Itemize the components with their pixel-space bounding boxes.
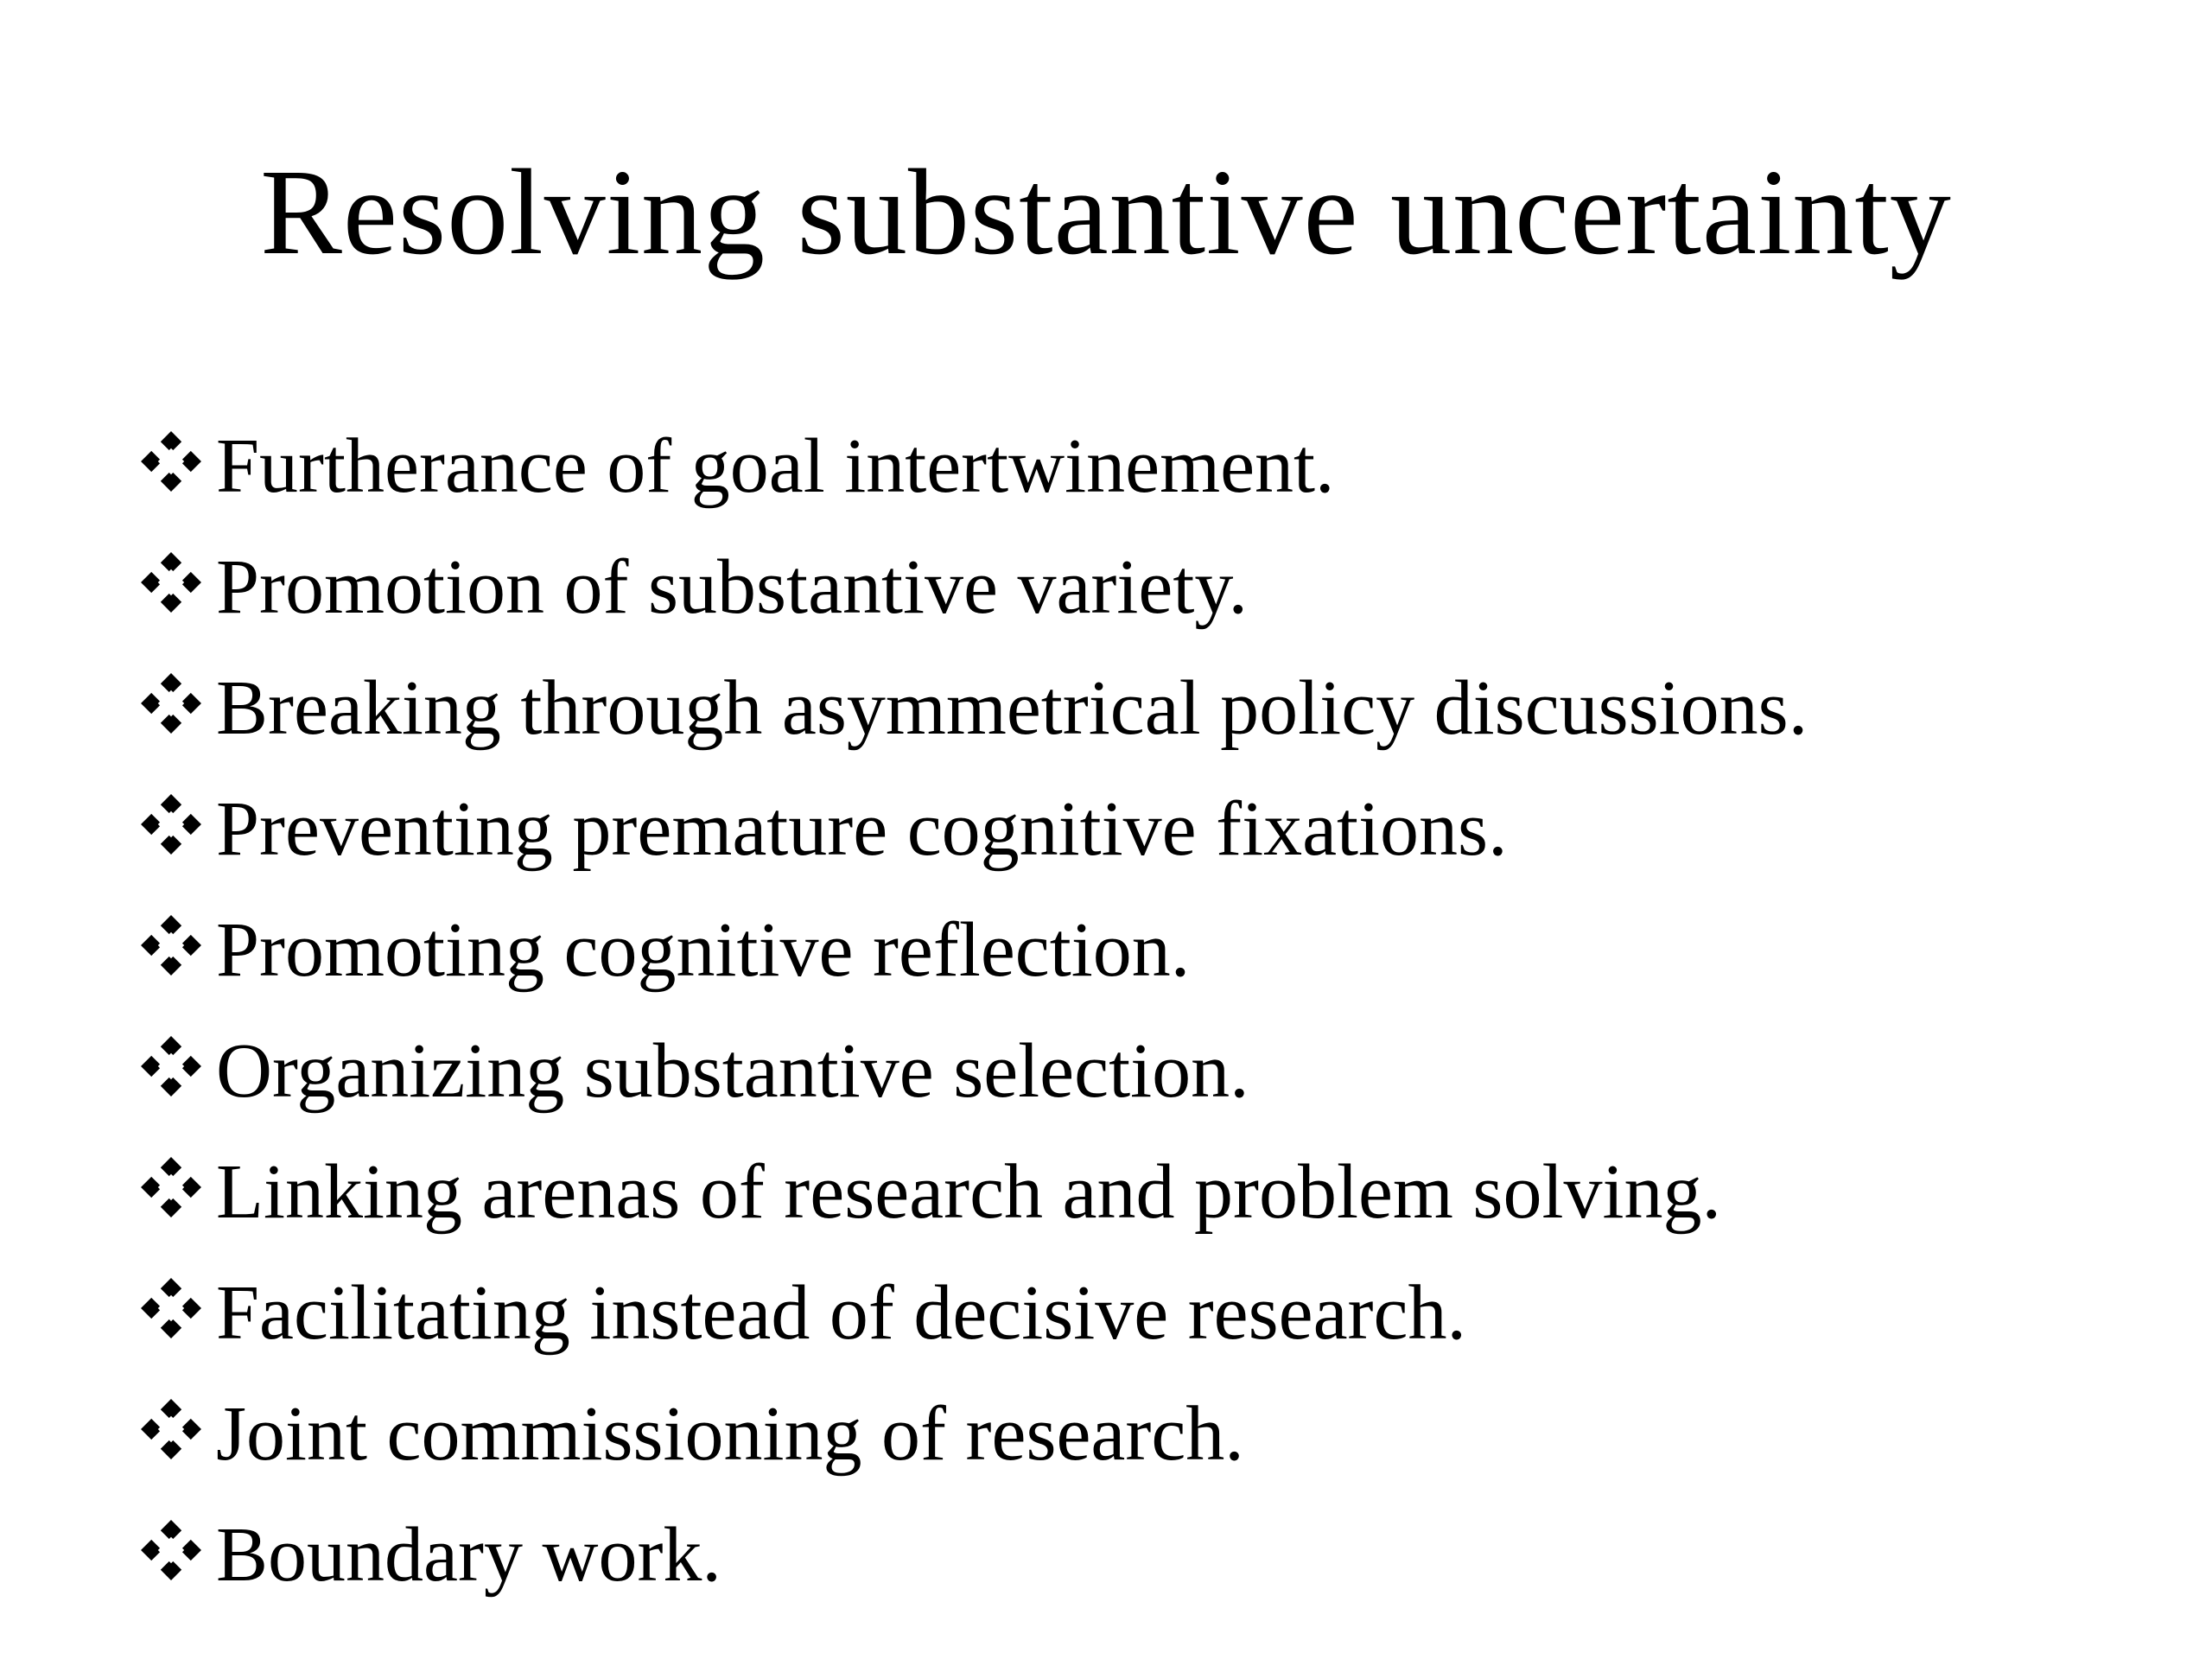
- list-item: [138, 527, 2126, 648]
- bullet-text: Promotion of substantive variety.: [216, 544, 1248, 630]
- bullet-text: Breaking through asymmetrical policy discussions.: [216, 665, 1808, 751]
- four-diamond-bullet-icon: [138, 671, 204, 736]
- list-item: [138, 1374, 2126, 1495]
- bullet-list: [138, 406, 2126, 1616]
- four-diamond-bullet-icon: [138, 912, 204, 978]
- bullet-text: Facilitating instead of decisive research.: [216, 1270, 1466, 1356]
- four-diamond-bullet-icon: [138, 791, 204, 857]
- four-diamond-bullet-icon: [138, 1396, 204, 1462]
- bullet-text: Linking arenas of research and problem solving.: [216, 1149, 1721, 1235]
- bullet-text: Furtherance of goal intertwinement.: [216, 423, 1335, 509]
- list-item: [138, 406, 2126, 527]
- list-item: [138, 1495, 2126, 1616]
- list-item: [138, 1253, 2126, 1374]
- slide-title: Resolving substantive uncertainty: [260, 143, 1952, 280]
- bullet-text: Organizing substantive selection.: [216, 1028, 1249, 1114]
- bullet-text: Preventing premature cognitive fixations.: [216, 786, 1508, 872]
- four-diamond-bullet-icon: [138, 1154, 204, 1220]
- list-item: [138, 1011, 2126, 1132]
- four-diamond-bullet-icon: [138, 1517, 204, 1583]
- four-diamond-bullet-icon: [138, 1275, 204, 1341]
- list-item: [138, 648, 2126, 769]
- bullet-text: Promoting cognitive reflection.: [216, 907, 1191, 993]
- list-item: [138, 890, 2126, 1011]
- four-diamond-bullet-icon: [138, 550, 204, 615]
- bullet-text: Joint commissioning of research.: [216, 1391, 1244, 1477]
- four-diamond-bullet-icon: [138, 429, 204, 494]
- four-diamond-bullet-icon: [138, 1033, 204, 1099]
- list-item: [138, 769, 2126, 890]
- bullet-text: Boundary work.: [216, 1512, 721, 1598]
- list-item: [138, 1132, 2126, 1253]
